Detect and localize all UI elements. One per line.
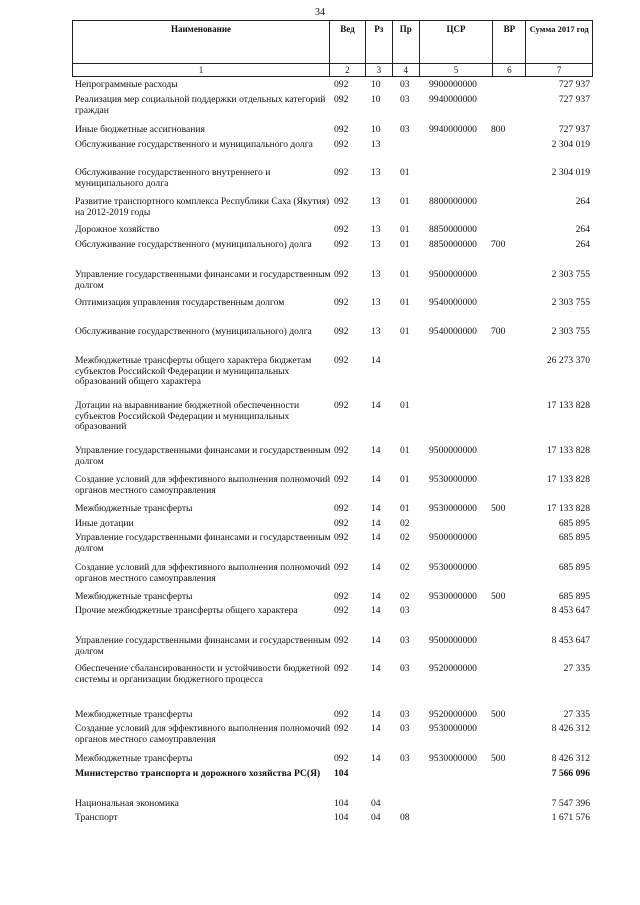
cell-sum: 8 453 647	[551, 605, 590, 616]
cell-rz: 13	[371, 224, 381, 235]
cell-name: Национальная экономика	[75, 798, 179, 809]
cell-rz: 13	[371, 167, 381, 178]
cell-name: Дорожное хозяйство	[75, 224, 160, 235]
cell-vr: 500	[491, 503, 506, 514]
cell-pr: 02	[400, 532, 410, 543]
cell-ved: 092	[334, 753, 349, 764]
cell-csr: 9500000000	[429, 532, 477, 543]
cell-pr: 01	[400, 239, 410, 250]
cell-pr: 01	[400, 445, 410, 456]
cell-csr: 9900000000	[429, 79, 477, 90]
cell-rz: 14	[371, 709, 381, 720]
cell-sum: 1 671 576	[551, 812, 590, 823]
cell-ved: 104	[334, 812, 349, 823]
cell-sum: 685 895	[558, 518, 590, 529]
cell-csr: 9530000000	[429, 591, 477, 602]
cell-csr: 9540000000	[429, 297, 477, 308]
cell-rz: 14	[371, 635, 381, 646]
cell-name: Прочие межбюджетные трансферты общего характера	[75, 605, 298, 616]
cell-name: Транспорт	[75, 812, 118, 823]
cell-name: Межбюджетные трансферты	[75, 753, 193, 764]
cell-csr: 9520000000	[429, 663, 477, 674]
cell-name: Обслуживание государственного и муниципального долга	[75, 139, 313, 150]
cell-sum: 17 133 828	[546, 503, 590, 514]
cell-name: Дотации на выравнивание бюджетной обеспеченности субъектов Российской Федерации и муниципальных образований	[75, 400, 300, 432]
cell-rz: 10	[371, 79, 381, 90]
cell-csr: 9940000000	[429, 124, 477, 135]
header-rz: Рз	[366, 21, 393, 63]
cell-name: Управление государственными финансами и государственным долгом	[75, 532, 331, 554]
cell-vr: 800	[491, 124, 506, 135]
cell-ved: 092	[334, 474, 349, 485]
cell-vr: 500	[491, 753, 506, 764]
cell-ved: 092	[334, 400, 349, 411]
cell-rz: 14	[371, 474, 381, 485]
cell-sum: 727 937	[558, 124, 590, 135]
cell-vr: 700	[491, 239, 506, 250]
cell-pr: 01	[400, 503, 410, 514]
cell-rz: 14	[371, 605, 381, 616]
cell-csr: 8850000000	[429, 224, 477, 235]
cell-name: Межбюджетные трансферты общего характера бюджетам субъектов Российской Федерации и муниципальных образований общего характера	[75, 355, 312, 387]
cell-pr: 03	[400, 605, 410, 616]
cell-ved: 092	[334, 518, 349, 529]
cell-ved: 092	[334, 224, 349, 235]
cell-pr: 03	[400, 94, 410, 105]
cell-name: Создание условий для эффективного выполнения полномочий органов местного самоуправления	[75, 474, 331, 496]
cell-pr: 03	[400, 753, 410, 764]
header-number: 4	[393, 64, 420, 76]
cell-rz: 14	[371, 518, 381, 529]
header-name: Наименование	[73, 21, 330, 63]
cell-rz: 13	[371, 297, 381, 308]
cell-ved: 092	[334, 503, 349, 514]
cell-name: Межбюджетные трансферты	[75, 709, 193, 720]
cell-csr: 9500000000	[429, 635, 477, 646]
cell-rz: 04	[371, 812, 381, 823]
cell-ved: 092	[334, 239, 349, 250]
cell-name: Министерство транспорта и дорожного хозяйства РС(Я)	[75, 768, 321, 779]
cell-sum: 685 895	[558, 562, 590, 573]
cell-csr: 9540000000	[429, 326, 477, 337]
cell-pr: 01	[400, 400, 410, 411]
cell-ved: 092	[334, 139, 349, 150]
cell-sum: 2 303 755	[551, 297, 590, 308]
cell-sum: 26 273 370	[546, 355, 590, 366]
cell-ved: 092	[334, 269, 349, 280]
cell-sum: 2 304 019	[551, 139, 590, 150]
header-vr: ВР	[493, 21, 526, 63]
cell-sum: 27 335	[563, 663, 590, 674]
cell-name: Управление государственными финансами и государственным долгом	[75, 445, 331, 467]
cell-vr: 500	[491, 709, 506, 720]
cell-name: Непрограммные расходы	[75, 79, 178, 90]
header-number: 5	[420, 64, 494, 76]
cell-name: Обслуживание государственного (муниципального) долга	[75, 326, 312, 337]
cell-pr: 01	[400, 224, 410, 235]
header-ved: Вед	[330, 21, 366, 63]
cell-rz: 14	[371, 591, 381, 602]
cell-pr: 02	[400, 518, 410, 529]
cell-pr: 03	[400, 635, 410, 646]
header-number: 1	[73, 64, 330, 76]
cell-rz: 14	[371, 532, 381, 543]
cell-sum: 17 133 828	[546, 474, 590, 485]
cell-sum: 2 303 755	[551, 326, 590, 337]
cell-csr: 9940000000	[429, 94, 477, 105]
cell-name: Обслуживание государственного внутреннего и муниципального долга	[75, 167, 271, 189]
cell-pr: 03	[400, 663, 410, 674]
cell-pr: 01	[400, 167, 410, 178]
cell-name: Развитие транспортного комплекса Республики Саха (Якутия) на 2012-2019 годы	[75, 196, 330, 218]
cell-sum: 27 335	[563, 709, 590, 720]
cell-name: Создание условий для эффективного выполнения полномочий органов местного самоуправления	[75, 562, 331, 584]
cell-name: Оптимизация управления государственным долгом	[75, 297, 285, 308]
cell-pr: 01	[400, 297, 410, 308]
cell-sum: 727 937	[558, 79, 590, 90]
cell-rz: 13	[371, 326, 381, 337]
cell-name: Межбюджетные трансферты	[75, 503, 193, 514]
cell-sum: 2 303 755	[551, 269, 590, 280]
cell-rz: 13	[371, 139, 381, 150]
cell-csr: 9520000000	[429, 709, 477, 720]
header-pr: Пр	[393, 21, 420, 63]
cell-csr: 9530000000	[429, 474, 477, 485]
header-number: 7	[556, 65, 562, 75]
cell-name: Обеспечение сбалансированности и устойчивости бюджетной системы и организации бюджетного процесса	[75, 663, 330, 685]
cell-ved: 092	[334, 605, 349, 616]
cell-rz: 13	[371, 239, 381, 250]
cell-csr: 9530000000	[429, 562, 477, 573]
page-number: 34	[315, 7, 325, 18]
cell-name: Создание условий для эффективного выполнения полномочий органов местного самоуправления	[75, 723, 331, 745]
cell-vr: 700	[491, 326, 506, 337]
cell-sum: 264	[575, 239, 590, 250]
cell-ved: 092	[334, 663, 349, 674]
cell-ved: 104	[334, 768, 349, 779]
cell-csr: 8800000000	[429, 196, 477, 207]
cell-sum: 685 895	[558, 532, 590, 543]
cell-csr: 8850000000	[429, 239, 477, 250]
cell-rz: 13	[371, 269, 381, 280]
cell-ved: 092	[334, 124, 349, 135]
cell-ved: 092	[334, 445, 349, 456]
cell-pr: 01	[400, 269, 410, 280]
cell-ved: 092	[334, 94, 349, 105]
cell-name: Обслуживание государственного (муниципального) долга	[75, 239, 312, 250]
cell-sum: 264	[575, 196, 590, 207]
cell-rz: 14	[371, 445, 381, 456]
cell-name: Иные дотации	[75, 518, 134, 529]
cell-ved: 092	[334, 723, 349, 734]
cell-pr: 01	[400, 196, 410, 207]
cell-sum: 8 426 312	[551, 723, 590, 734]
cell-rz: 14	[371, 355, 381, 366]
cell-rz: 10	[371, 124, 381, 135]
cell-ved: 092	[334, 532, 349, 543]
cell-pr: 02	[400, 591, 410, 602]
cell-csr: 9530000000	[429, 723, 477, 734]
cell-pr: 03	[400, 124, 410, 135]
cell-ved: 092	[334, 635, 349, 646]
cell-sum: 8 453 647	[551, 635, 590, 646]
header-number: 6	[493, 64, 526, 76]
cell-name: Управление государственными финансами и государственным долгом	[75, 269, 331, 291]
cell-ved: 092	[334, 355, 349, 366]
cell-pr: 01	[400, 474, 410, 485]
cell-ved: 092	[334, 709, 349, 720]
cell-name: Управление государственными финансами и государственным долгом	[75, 635, 331, 657]
header-csr: ЦСР	[420, 21, 494, 63]
header-sum: Сумма 2017 год	[529, 24, 589, 34]
cell-vr: 500	[491, 591, 506, 602]
cell-ved: 092	[334, 196, 349, 207]
cell-ved: 092	[334, 562, 349, 573]
cell-sum: 7 547 396	[551, 798, 590, 809]
cell-ved: 092	[334, 591, 349, 602]
cell-sum: 685 895	[558, 591, 590, 602]
cell-sum: 7 566 096	[551, 768, 590, 779]
cell-pr: 03	[400, 709, 410, 720]
cell-rz: 13	[371, 196, 381, 207]
cell-name: Межбюджетные трансферты	[75, 591, 193, 602]
cell-csr: 9500000000	[429, 269, 477, 280]
cell-ved: 092	[334, 167, 349, 178]
cell-name: Реализация мер социальной поддержки отдельных категорий граждан	[75, 94, 326, 116]
cell-sum: 2 304 019	[551, 167, 590, 178]
cell-pr: 03	[400, 723, 410, 734]
cell-ved: 092	[334, 79, 349, 90]
cell-rz: 14	[371, 723, 381, 734]
cell-rz: 14	[371, 753, 381, 764]
cell-sum: 8 426 312	[551, 753, 590, 764]
cell-rz: 04	[371, 798, 381, 809]
cell-csr: 9530000000	[429, 503, 477, 514]
cell-pr: 03	[400, 79, 410, 90]
cell-rz: 10	[371, 94, 381, 105]
cell-ved: 092	[334, 297, 349, 308]
cell-pr: 01	[400, 326, 410, 337]
cell-name: Иные бюджетные ассигнования	[75, 124, 205, 135]
cell-sum: 17 133 828	[546, 400, 590, 411]
cell-rz: 14	[371, 562, 381, 573]
cell-rz: 14	[371, 503, 381, 514]
cell-sum: 264	[575, 224, 590, 235]
cell-rz: 14	[371, 663, 381, 674]
cell-rz: 14	[371, 400, 381, 411]
cell-sum: 727 937	[558, 94, 590, 105]
cell-csr: 9500000000	[429, 445, 477, 456]
cell-ved: 104	[334, 798, 349, 809]
cell-pr: 08	[400, 812, 410, 823]
header-number: 2	[330, 64, 366, 76]
cell-csr: 9530000000	[429, 753, 477, 764]
header-number: 3	[366, 64, 393, 76]
cell-ved: 092	[334, 326, 349, 337]
cell-sum: 17 133 828	[546, 445, 590, 456]
cell-pr: 02	[400, 562, 410, 573]
